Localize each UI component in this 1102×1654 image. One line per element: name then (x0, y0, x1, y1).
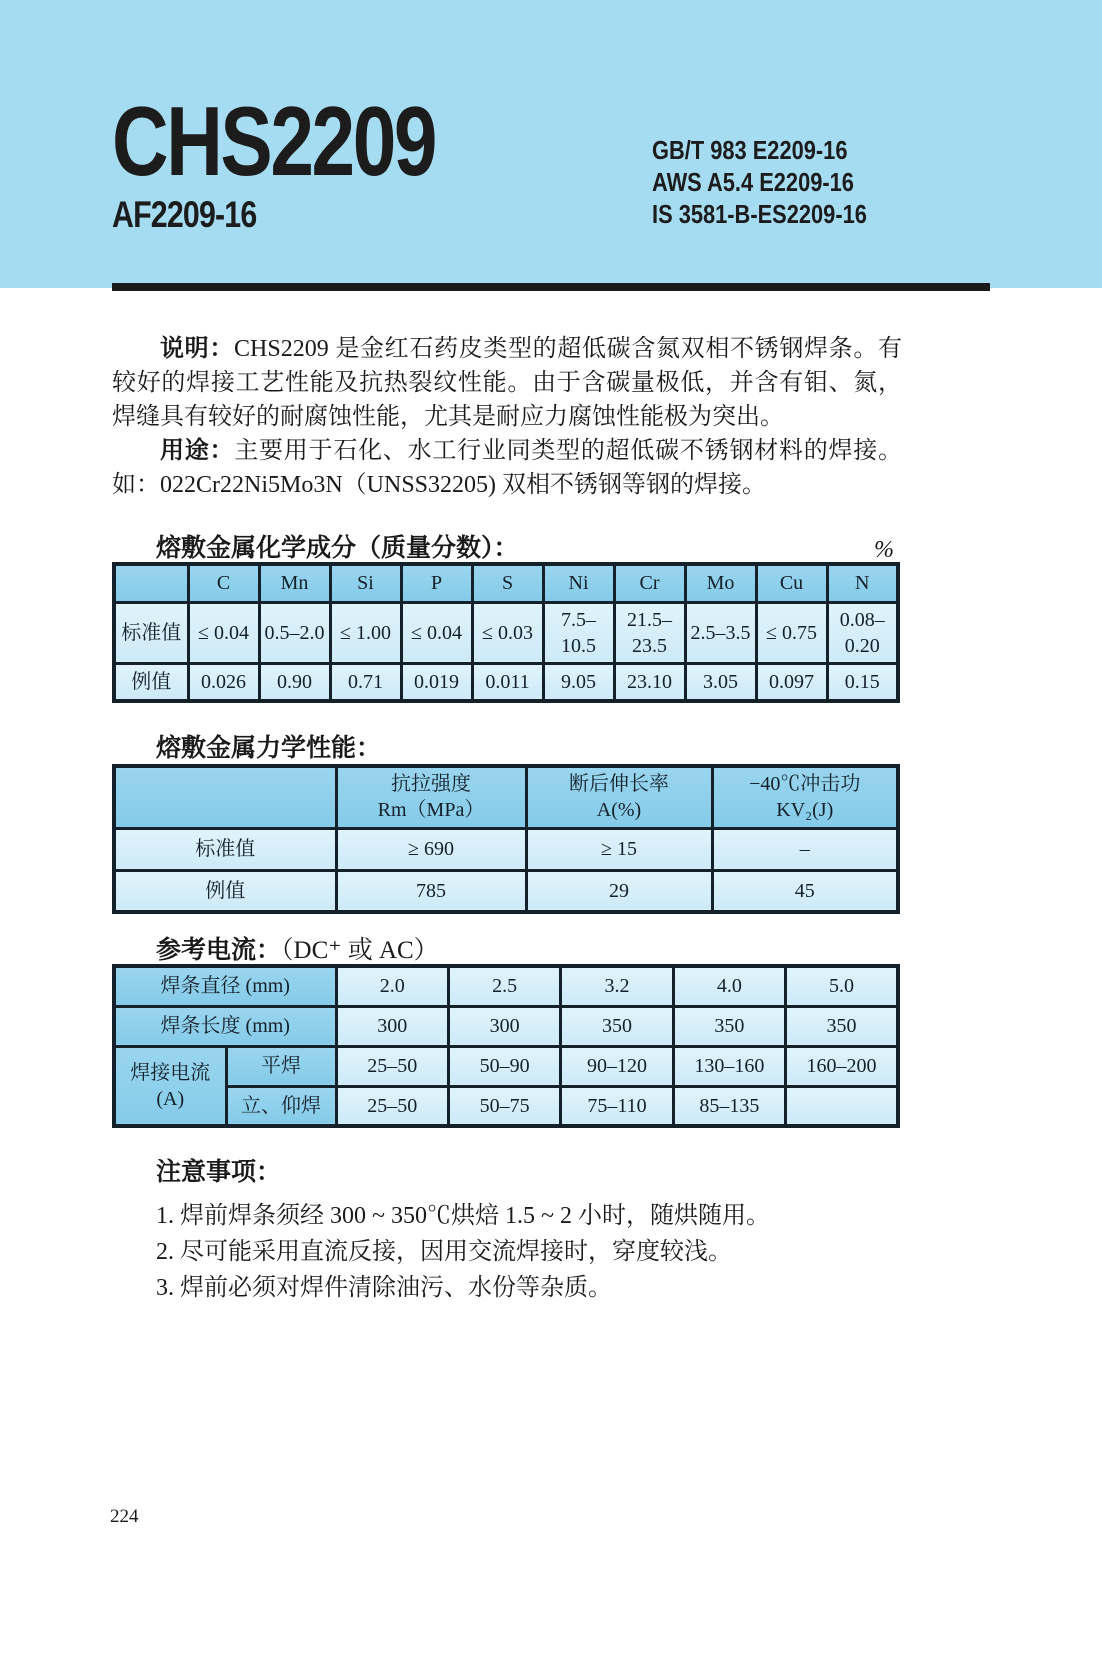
corner-cell (114, 564, 188, 602)
mechanical-properties-title-text: 熔敷金属力学性能： (156, 734, 382, 762)
column-header: Ni (543, 564, 614, 602)
column-header: Si (330, 564, 401, 602)
table-row (114, 1086, 898, 1126)
table-cell: 0.90 (259, 663, 330, 701)
model-code: AF2209-16 (112, 194, 257, 235)
table-cell: 350 (673, 1006, 785, 1046)
row-label-group (114, 1046, 226, 1126)
table-cell: 5.0 (786, 966, 898, 1006)
row-sublabel: 平焊 (226, 1046, 336, 1086)
table-row (114, 966, 898, 1006)
table-cell: ≤ 0.04 (401, 602, 472, 663)
row-label: 焊条直径 (mm) (114, 966, 336, 1006)
page-number: 224 (110, 1506, 139, 1527)
mechanical-properties-title (112, 728, 900, 764)
table-cell: 75–110 (561, 1086, 673, 1126)
table-cell: 4.0 (673, 966, 785, 1006)
table-cell: 9.05 (543, 663, 614, 701)
column-header: Cr (614, 564, 685, 602)
table-row (114, 663, 898, 701)
chemical-composition-title-text: 熔敷金属化学成分（质量分数）： (156, 534, 519, 562)
column-header: S (472, 564, 543, 602)
table-cell: 160–200 (786, 1046, 898, 1086)
corner-cell (114, 766, 336, 828)
column-header-line1: 断后伸长率 (569, 773, 669, 796)
table-cell: ≤ 0.04 (188, 602, 259, 663)
table-cell: 0.15 (827, 663, 898, 701)
table-cell: 2.0 (336, 966, 448, 1006)
row-label: 例值 (114, 663, 188, 701)
chemical-composition-title (112, 528, 900, 564)
column-header-line1: −40℃冲击功 (749, 773, 861, 796)
table-row (114, 1006, 898, 1046)
table-cell (786, 1086, 898, 1126)
table-row (114, 602, 898, 663)
table-cell: 0.026 (188, 663, 259, 701)
standard-line-gbt: GB/T 983 E2209-16 (652, 135, 848, 165)
reference-current-title-text: 参考电流： (156, 936, 282, 964)
table-cell: ≤ 1.00 (330, 602, 401, 663)
table-cell: 300 (336, 1006, 448, 1046)
table-cell: 0.097 (756, 663, 827, 701)
table-cell: 29 (526, 870, 712, 912)
notes-title: 注意事项： (156, 1158, 282, 1186)
note-item: 3. 焊前必须对焊件清除油污、水份等杂质。 (156, 1275, 612, 1301)
column-header (526, 766, 712, 828)
usage-text: 主要用于石化、水工行业同类型的超低碳不锈钢材料的焊接。如：022Cr22Ni5Mo3N（UNSS32205) 双相不锈钢等钢的焊接。 (112, 438, 903, 498)
table-header-row (114, 564, 898, 602)
reference-current-table (112, 964, 900, 1128)
table-cell: – (712, 828, 898, 870)
description-text: CHS2209 是金红石药皮类型的超低碳含氮双相不锈钢焊条。有较好的焊接工艺性能及抗热裂纹性能。由于含碳量极低，并含有钼、氮，焊缝具有较好的耐腐蚀性能，尤其是耐应力腐蚀性能极为突出。 (112, 336, 903, 430)
table-cell: 90–120 (561, 1046, 673, 1086)
table-cell: 7.5– 10.5 (543, 602, 614, 663)
product-code: CHS2209 (112, 86, 436, 196)
table-cell: 3.05 (685, 663, 756, 701)
standard-line-is: IS 3581-B-ES2209-16 (652, 199, 867, 229)
table-cell: 21.5– 23.5 (614, 602, 685, 663)
standard-line-aws: AWS A5.4 E2209-16 (652, 167, 854, 197)
table-cell: 130–160 (673, 1046, 785, 1086)
row-label: 标准值 (114, 602, 188, 663)
column-header: P (401, 564, 472, 602)
column-header: Cu (756, 564, 827, 602)
table-cell: 23.10 (614, 663, 685, 701)
table-cell: 0.019 (401, 663, 472, 701)
note-item: 1. 焊前焊条须经 300 ~ 350℃烘焙 1.5 ~ 2 小时，随烘随用。 (156, 1203, 770, 1229)
column-header: Mo (685, 564, 756, 602)
table-cell: 300 (448, 1006, 560, 1046)
table-cell: 785 (336, 870, 526, 912)
reference-current-title (112, 930, 900, 966)
table-cell: 25–50 (336, 1046, 448, 1086)
row-sublabel: 立、仰焊 (226, 1086, 336, 1126)
table-row (114, 870, 898, 912)
column-header-line2: A(%) (596, 799, 642, 822)
intro-text (112, 332, 902, 502)
table-cell: 0.71 (330, 663, 401, 701)
reference-current-title-suffix: （DC⁺ 或 AC） (281, 937, 439, 964)
usage-label: 用途： (160, 437, 235, 464)
usage-paragraph (112, 434, 902, 502)
column-header: C (188, 564, 259, 602)
column-header (336, 766, 526, 828)
table-cell: 350 (561, 1006, 673, 1046)
column-header: N (827, 564, 898, 602)
table-cell: 25–50 (336, 1086, 448, 1126)
table-cell: ≥ 15 (526, 828, 712, 870)
table-cell: 2.5 (448, 966, 560, 1006)
notes-section (156, 1152, 876, 1306)
percent-unit-label: % (874, 537, 894, 563)
row-label: 标准值 (114, 828, 336, 870)
table-cell: 50–90 (448, 1046, 560, 1086)
standards-list (652, 134, 908, 230)
column-header-line2: Rm（MPa） (377, 799, 485, 822)
row-label-line2: (A) (156, 1087, 185, 1110)
row-label: 焊条长度 (mm) (114, 1006, 336, 1046)
header-band (0, 0, 1102, 288)
table-cell: 50–75 (448, 1086, 560, 1126)
table-cell: 350 (786, 1006, 898, 1046)
table-cell: 0.5–2.0 (259, 602, 330, 663)
column-header-line1: 抗拉强度 (391, 773, 471, 796)
table-header-row (114, 766, 898, 828)
table-cell: ≤ 0.03 (472, 602, 543, 663)
table-cell: 0.011 (472, 663, 543, 701)
column-header-line2: KV₂(J) (776, 799, 834, 822)
note-item: 2. 尽可能采用直流反接，因用交流焊接时，穿度较浅。 (156, 1239, 732, 1265)
table-cell: ≤ 0.75 (756, 602, 827, 663)
column-header: Mn (259, 564, 330, 602)
table-cell: 45 (712, 870, 898, 912)
description-paragraph (112, 332, 902, 434)
notes-list (156, 1198, 876, 1306)
table-row (114, 1046, 898, 1086)
table-cell: 3.2 (561, 966, 673, 1006)
divider-rule (112, 283, 990, 291)
table-cell: ≥ 690 (336, 828, 526, 870)
chemical-composition-table (112, 562, 900, 703)
table-cell: 2.5–3.5 (685, 602, 756, 663)
mechanical-properties-table (112, 764, 900, 914)
row-label-line1: 焊接电流 (130, 1061, 211, 1084)
table-cell: 85–135 (673, 1086, 785, 1126)
table-cell: 0.08– 0.20 (827, 602, 898, 663)
table-row (114, 828, 898, 870)
row-label: 例值 (114, 870, 336, 912)
column-header (712, 766, 898, 828)
brand-block (112, 86, 516, 238)
description-label: 说明： (160, 335, 234, 362)
